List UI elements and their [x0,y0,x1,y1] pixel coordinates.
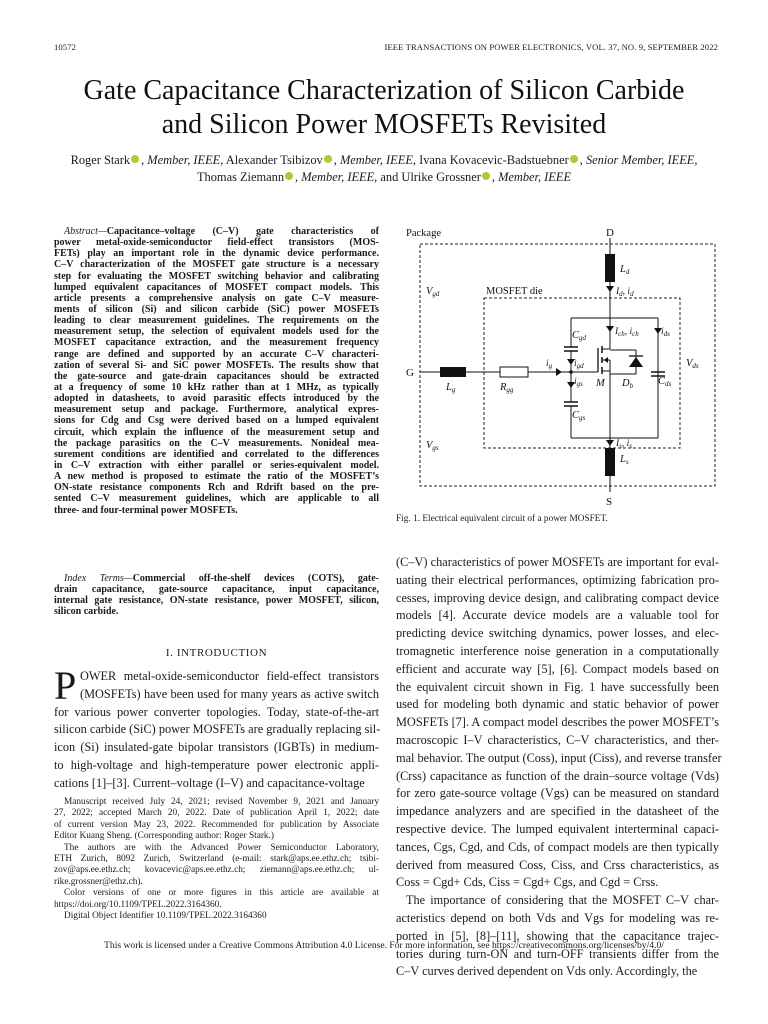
text-line: adopted in datasheets, to avoid parasitic effects introduced by the [54,393,379,405]
orcid-icon[interactable] [285,172,293,180]
text-line: lumped equivalent capacitances of MOSFET compact models. This [54,281,379,293]
text-line: (MOSFETs) have been used for many years as active switch [80,686,379,701]
text-line: internal gate resistance, ON-state resistance, power MOSFET, silicon, [54,595,379,607]
resistor-rgg [500,367,528,377]
figure-caption: Fig. 1. Electrical equivalent circuit of a power MOSFET. [396,514,608,524]
text-line: measurement setup and package. Furthermore, analytical expres- [54,404,379,416]
text-line: used for modeling both dynamic and static behavior of power [396,697,719,712]
section-heading: I. INTRODUCTION [165,647,268,659]
text-line: 27, 2022; accepted March 20, 2022. Date of publication April 1, 2022; date [54,808,379,819]
text-line: tances, Cgs, Cgd, and Cds, of compact models are then typically [396,839,719,854]
text-line: MOSFETs [7]. A compact model describes the power MOSFET’s [396,715,719,730]
author-role: , Member, IEEE, [295,170,378,185]
text-line: efficient and accurate way [5], [6]. Compact models based on [396,661,719,676]
text-line: Digital Object Identifier 10.1109/TPEL.2022.3164360 [64,910,267,921]
author-name: Alexander Tsibizov [225,153,323,167]
text-line: drain capacitance, gate-source capacitance, input capacitance, [54,584,379,596]
orcid-icon[interactable] [482,172,490,180]
text-line: predicting device switching dynamics, power losses, and elec- [396,626,719,641]
title-line-1: Gate Capacitance Characterization of Silicon Carbide [83,75,685,106]
label-vgs: Vgs [426,440,439,452]
text-line: cesses, improving device design, and calibrating compact device [396,590,719,605]
text-line: three- and four-terminal power MOSFETs. [54,504,238,516]
author-name: Ulrike Grossner [401,170,481,185]
text-line: silicon carbide. [54,606,119,618]
text-line: zov@aps.ee.ethz.ch; kovacevic@aps.ee.ethz.ch; ziemann@aps.ee.ethz.ch; ul- [54,865,379,876]
label-cgd: Cgd [572,330,587,342]
text-line: at a frequency of some 10 kHz rather than at 1 MHz, as typically [54,381,379,393]
label-gate: G [406,367,414,379]
label-cds: Cds [658,376,672,388]
text-line: article presents a comprehensive analysis on gate C–V measure- [54,292,379,304]
text-line: power metal-oxide-semiconductor field-effect transistors (MOS- [54,237,379,249]
label-ig: $i_g$ [546,359,553,370]
author-role: , Member, IEEE, [333,153,416,167]
lead-label: Abstract— [64,226,107,237]
text-line: uating their electrical performances, optimizing fabrication pro- [396,572,719,587]
lead-label: Index Terms— [64,573,133,584]
text-line: Manuscript received July 24, 2021; revised November 9, 2021 and January [64,797,379,807]
text-line: to high-voltage and high-temperature power electronic appli- [54,757,379,772]
label-drain: D [606,227,614,239]
text-line: zation of several Si- and SiC power MOSFETs. The results show that [54,359,379,371]
text-line: C–V curves derived dependent on Vds only. Accordingly, the [396,964,698,979]
label-m: M [596,378,605,389]
label-ld: Ld [620,264,630,276]
orcid-icon[interactable] [131,155,139,163]
text-line: for various power converter topologies. Today, state-of-the-art [54,704,379,719]
text-line: Commercial off-the-shelf devices (COTS), gate- [132,573,380,584]
label-id: $I_d$, $i_d$ [616,287,634,298]
text-line: (C–V) characteristics of power MOSFETs are important for eval- [396,555,719,569]
text-line: derived from measured Coss, Ciss, and Crss characteristics, as [396,857,719,872]
text-line: measurement setup, the selection of equivalent models used for the [54,326,379,338]
author-role: , Member, IEEE, [141,153,224,167]
label-source: S [606,496,613,508]
text-line [54,226,379,237]
text-line: surement conditions are identified and correlated to the differences [54,448,379,460]
orcid-icon[interactable] [570,155,578,163]
package-boundary [420,244,715,486]
text-line: rike.grossner@ethz.ch). [54,876,143,887]
index-terms [54,573,379,618]
label-package: Package [406,228,441,239]
label-mosfet-die: MOSFET die [486,286,543,297]
author-line-2 [0,169,768,186]
orcid-icon[interactable] [324,155,332,163]
text-line: ON-state resistance components Rch and Rdrift based on the pre- [54,482,379,494]
introduction-text [54,663,381,793]
label-lg: Lg [446,382,456,394]
author-role: , Senior Member, IEEE, [579,153,698,167]
title-line-2: and Silicon Power MOSFETs Revisited [161,109,607,140]
label-db: Db [622,378,634,390]
inductor-ld [605,254,615,282]
paper-title [0,74,768,142]
label-vgd: Vgd [426,286,440,298]
text-line: range are defined and supported by an accurate C–V characteri- [54,348,379,360]
text-line: the package parasitics on the C–V measurements. Nonideal mea- [54,437,379,449]
text-line: Color versions of one or more figures in this article are available at [64,888,379,899]
text-line: FETs) play an important role in the dynamic device performance. [54,248,379,260]
text-line: cations [1]–[3]. Current–voltage (I–V) and capacitance-voltage [54,775,365,790]
author-and: and [380,170,399,185]
text-line [54,573,379,584]
journal-header: IEEE TRANSACTIONS ON POWER ELECTRONICS, VOL. 37, NO. 9, SEPTEMBER 2022 [384,42,718,52]
text-line: silicon carbide (SiC) power MOSFETs are gradually replacing sil- [54,722,381,737]
inductor-lg [440,367,466,377]
text-line: Editor Kuang Sheng. (Corresponding author: Roger Stark.) [54,831,274,842]
text-line: acteristics depend on both Vds and Vgs for modeling was re- [396,910,719,925]
text-line: ETH Zurich, 8092 Zurich, Switzerland (e-mail: stark@aps.ee.ethz.ch; tsibi- [54,853,379,864]
author-name: Ivana Kovacevic-Badstuebner [419,153,569,167]
text-line: models [4]. Accurate device models are a valuable tool for [396,608,719,623]
text-line: The importance of considering that the MOSFET C–V char- [406,893,719,908]
equivalent-circuit-diagram [396,222,719,510]
text-line: mal behavior. The output (Coss), input (Ciss), and reverse transfer [396,750,722,765]
text-line: sions for Cdg and Csg were derived based on a lumped equivalent [54,415,379,427]
text-line: icon (Si) insulated-gate bipolar transistors (IGBTs) in medium- [54,740,379,755]
text-line: https://doi.org/10.1109/TPEL.2022.3164360. [54,899,222,910]
text-line: Capacitance–voltage (C–V) gate characteristics of [106,226,379,237]
label-cgs: Cgs [572,410,586,422]
text-line: ported in [5], [8]–[11], showing that the capacitance trajec- [396,928,719,943]
label-rgg: Rgg [500,382,514,394]
text-line: impedance analyzers and are specified in the datasheet of the [396,804,719,819]
text-line: MOSFET capacitance extraction, and the measurement frequency [54,337,379,349]
text-line: respective device. The lumped equivalent interterminal capaci- [396,821,719,836]
figure-1 [396,222,719,510]
license-footer: This work is licensed under a Creative Commons Attribution 4.0 License. For more information, see https://creativecommons.org/licenses/by/4.0/ [104,940,664,951]
text-line: sented C–V measurement guidelines, which are applicable to all [54,493,379,505]
text-line: Coss = Cgd+ Cds, Ciss = Cgd+ Cgs, and Cgd = Crss. [396,875,659,890]
label-is: $I_s$, $i_s$ [616,439,633,450]
text-line: leading to clear measurement guidelines. The requirements on the [54,315,379,327]
author-line-1 [0,152,768,169]
text-line: C–V characterization of the MOSFET gate structure is a necessary [54,259,379,271]
label-ls: Ls [620,454,629,466]
text-line: A new method is proposed to estimate the ratio of the MOSFET’s [54,471,379,483]
footnote [54,797,379,922]
author-name: Roger Stark [70,153,131,167]
label-ids: $i_{ds}$ [661,327,670,338]
page-number: 10572 [54,42,76,52]
text-line: circuit, which explain the influence of the measurement setup and [54,426,379,438]
label-igd: $i_{gd}$ [574,359,584,370]
text-line: step for evaluating the MOSFET switching behavior and calibrating [54,270,379,282]
text-line: ments of silicon (Si) and silicon carbide (SiC) power MOSFETs [54,303,379,315]
author-name: Thomas Ziemann [196,170,285,185]
abstract [54,226,379,516]
label-igs: $i_{gs}$ [574,377,583,388]
text-line: OWER metal-oxide-semiconductor field-effect transistors [80,669,379,683]
author-role: , Member, IEEE [491,170,572,185]
inductor-ls [605,448,615,476]
author-list [0,152,768,187]
text-line: the gate-source and gate-drain capacitances should be extracted [54,370,379,382]
text-line: The authors are with the Advanced Power Semiconductor Laboratory, [64,842,379,853]
text-line: in C–V extraction with either parallel or series-equivalent model. [54,459,379,471]
body-text-right [396,554,722,981]
text-line: for zero gate-source voltage (Vgs) can be measured on standard [396,786,719,801]
label-vds: Vds [686,358,699,370]
text-line: tromagnetic interference noise generation in a computationally [396,643,719,658]
text-line: macroscopic I–V characteristics, C–V characteristics, and ther- [396,732,719,747]
text-line: of current version May 23, 2022. Recommended for publication by Associate [54,819,379,830]
text-line: tories during turn-ON and turn-OFF transients differ from the [396,946,719,961]
text-line: (Crss) capacitance as function of the drain–source voltage (Vds) [396,768,719,783]
drop-cap: P [54,663,77,708]
label-ich: $I_{ch}$, $i_{ch}$ [615,327,639,338]
text-line: the equivalent circuit shown in Fig. 1 have successfully been [396,679,719,694]
